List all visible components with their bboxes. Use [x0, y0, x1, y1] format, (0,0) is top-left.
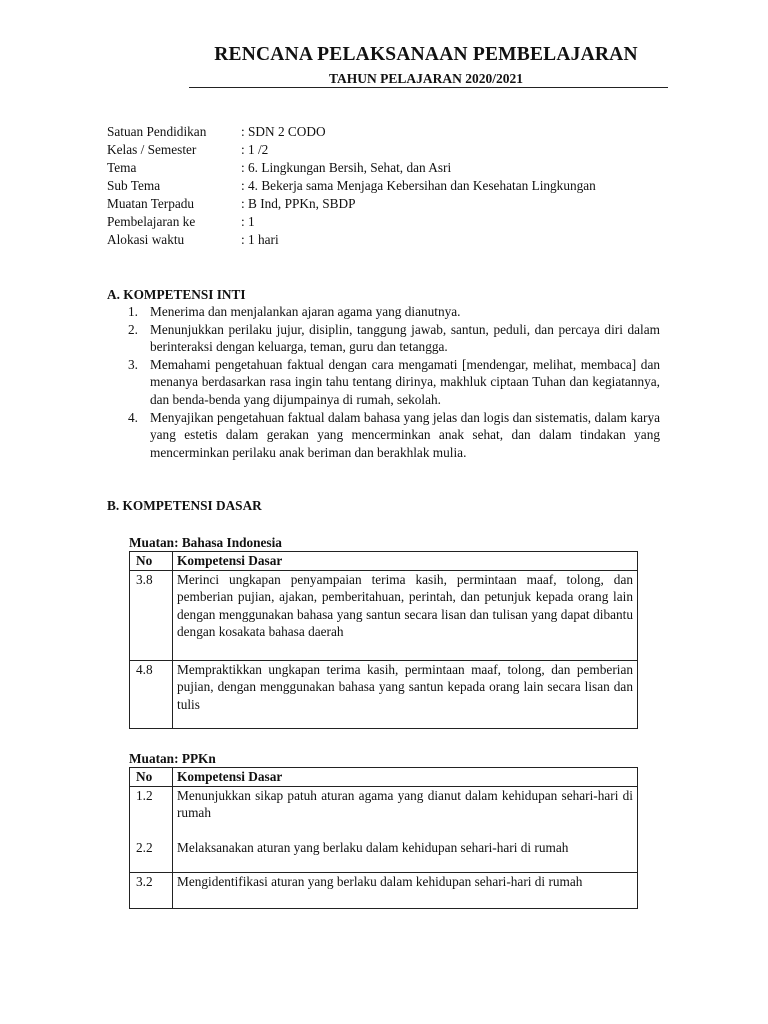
table-cell-no: 4.8 — [130, 660, 173, 728]
identity-label: Pembelajaran ke — [107, 214, 196, 229]
identity-value: : 1 — [241, 214, 255, 229]
section-heading-kompetensi-dasar: B. KOMPETENSI DASAR — [107, 498, 262, 513]
identity-block — [107, 123, 707, 249]
title-divider — [189, 87, 668, 88]
table-header-row — [130, 552, 638, 571]
list-item — [128, 356, 660, 409]
table-cell-no — [130, 786, 173, 872]
identity-row-subtema — [107, 177, 707, 195]
identity-row-kelas — [107, 141, 707, 159]
table-cell-no-value: 1.2 — [136, 787, 153, 803]
table-header-row — [130, 768, 638, 787]
muatan-title-ppkn: Muatan: PPKn — [129, 751, 216, 766]
list-item-text: Menunjukkan perilaku jujur, disiplin, tanggung jawab, santun, peduli, dan percaya diri dalam berinteraksi dengan keluarga, teman, guru dan tetangga. — [150, 321, 660, 355]
section-heading-kompetensi-inti: A. KOMPETENSI INTI — [107, 287, 246, 302]
list-item-text: Menerima dan menjalankan ajaran agama yang dianutnya. — [150, 304, 461, 319]
table-cell-no: 3.8 — [130, 570, 173, 660]
identity-row-pembelajaran — [107, 213, 707, 231]
list-item-number: 4. — [128, 409, 138, 425]
document-subtitle: TAHUN PELAJARAN 2020/2021 — [328, 71, 523, 86]
column-header-no: No — [130, 552, 173, 571]
table-ppkn — [129, 767, 638, 909]
list-item-number: 3. — [128, 356, 138, 372]
identity-value: : 4. Bekerja sama Menjaga Kebersihan dan Kesehatan Lingkungan — [241, 178, 596, 193]
identity-label: Kelas / Semester — [107, 142, 197, 157]
identity-value: : B Ind, PPKn, SBDP — [241, 196, 356, 211]
identity-value: : 1 hari — [241, 232, 279, 247]
table-cell-no-value: 2.2 — [136, 840, 153, 856]
list-item — [128, 321, 660, 356]
list-item — [128, 303, 660, 321]
table-cell-kompetensi — [173, 786, 638, 872]
list-item-text: Memahami pengetahuan faktual dengan cara mengamati [mendengar, melihat, membaca] dan menanya berdasarkan rasa ingin tahu tentang dirinya, makhluk ciptaan Tuhan dan kegiatannya, dan benda-benda yang dijumpainya di rumah, sekolah. — [150, 356, 660, 407]
list-item-text: Menyajikan pengetahuan faktual dalam bahasa yang jelas dan logis dan sistematis, dalam karya yang estetis dalam gerakan yang mencerminkan anak sehat, dan dalam tindakan yang mencerminkan perilaku anak beriman dan berakhlak mulia. — [150, 409, 660, 460]
identity-value: : 6. Lingkungan Bersih, Sehat, dan Asri — [241, 160, 452, 175]
table-row — [130, 872, 638, 908]
identity-label: Satuan Pendidikan — [107, 124, 207, 139]
table-row — [130, 660, 638, 728]
column-header-no: No — [130, 768, 173, 787]
identity-row-satuan — [107, 123, 707, 141]
muatan-title-bahasa-indonesia: Muatan: Bahasa Indonesia — [129, 535, 282, 550]
identity-label: Muatan Terpadu — [107, 196, 195, 211]
identity-label: Tema — [107, 160, 137, 175]
table-cell-text: Menunjukkan sikap patuh aturan agama yang dianut dalam kehidupan sehari-hari di rumah — [177, 787, 633, 821]
identity-value: : 1 /2 — [241, 142, 269, 157]
column-header-kompetensi-dasar: Kompetensi Dasar — [173, 768, 638, 787]
table-row — [130, 570, 638, 660]
document-title: RENCANA PELAKSANAAN PEMBELAJARAN — [214, 44, 638, 65]
list-item — [128, 409, 660, 462]
table-cell-kompetensi: Mengidentifikasi aturan yang berlaku dalam kehidupan sehari-hari di rumah — [173, 872, 638, 908]
identity-label: Alokasi waktu — [107, 232, 185, 247]
identity-label: Sub Tema — [107, 178, 161, 193]
table-cell-no: 3.2 — [130, 872, 173, 908]
identity-value: : SDN 2 CODO — [241, 124, 326, 139]
list-item-number: 1. — [128, 304, 138, 319]
identity-row-tema — [107, 159, 707, 177]
table-row — [130, 786, 638, 872]
table-cell-text: Melaksanakan aturan yang berlaku dalam kehidupan sehari-hari di rumah — [177, 839, 569, 855]
list-item-number: 2. — [128, 321, 138, 337]
identity-row-alokasi — [107, 231, 707, 249]
kompetensi-inti-list — [128, 303, 660, 461]
table-cell-kompetensi: Mempraktikkan ungkapan terima kasih, permintaan maaf, tolong, dan pemberian pujian, dengan menggunakan bahasa yang santun kepada orang lain secara lisan dan tulis — [173, 660, 638, 728]
table-cell-kompetensi: Merinci ungkapan penyampaian terima kasih, permintaan maaf, tolong, dan pemberian pujian, ajakan, pemberitahuan, perintah, dan petunjuk kepada orang lain dengan menggunakan bahasa yang santun secara lisan dan tulisan yang dapat dibantu dengan kosakata bahasa daerah — [173, 570, 638, 660]
column-header-kompetensi-dasar: Kompetensi Dasar — [173, 552, 638, 571]
table-bahasa-indonesia — [129, 551, 638, 729]
identity-row-muatan — [107, 195, 707, 213]
